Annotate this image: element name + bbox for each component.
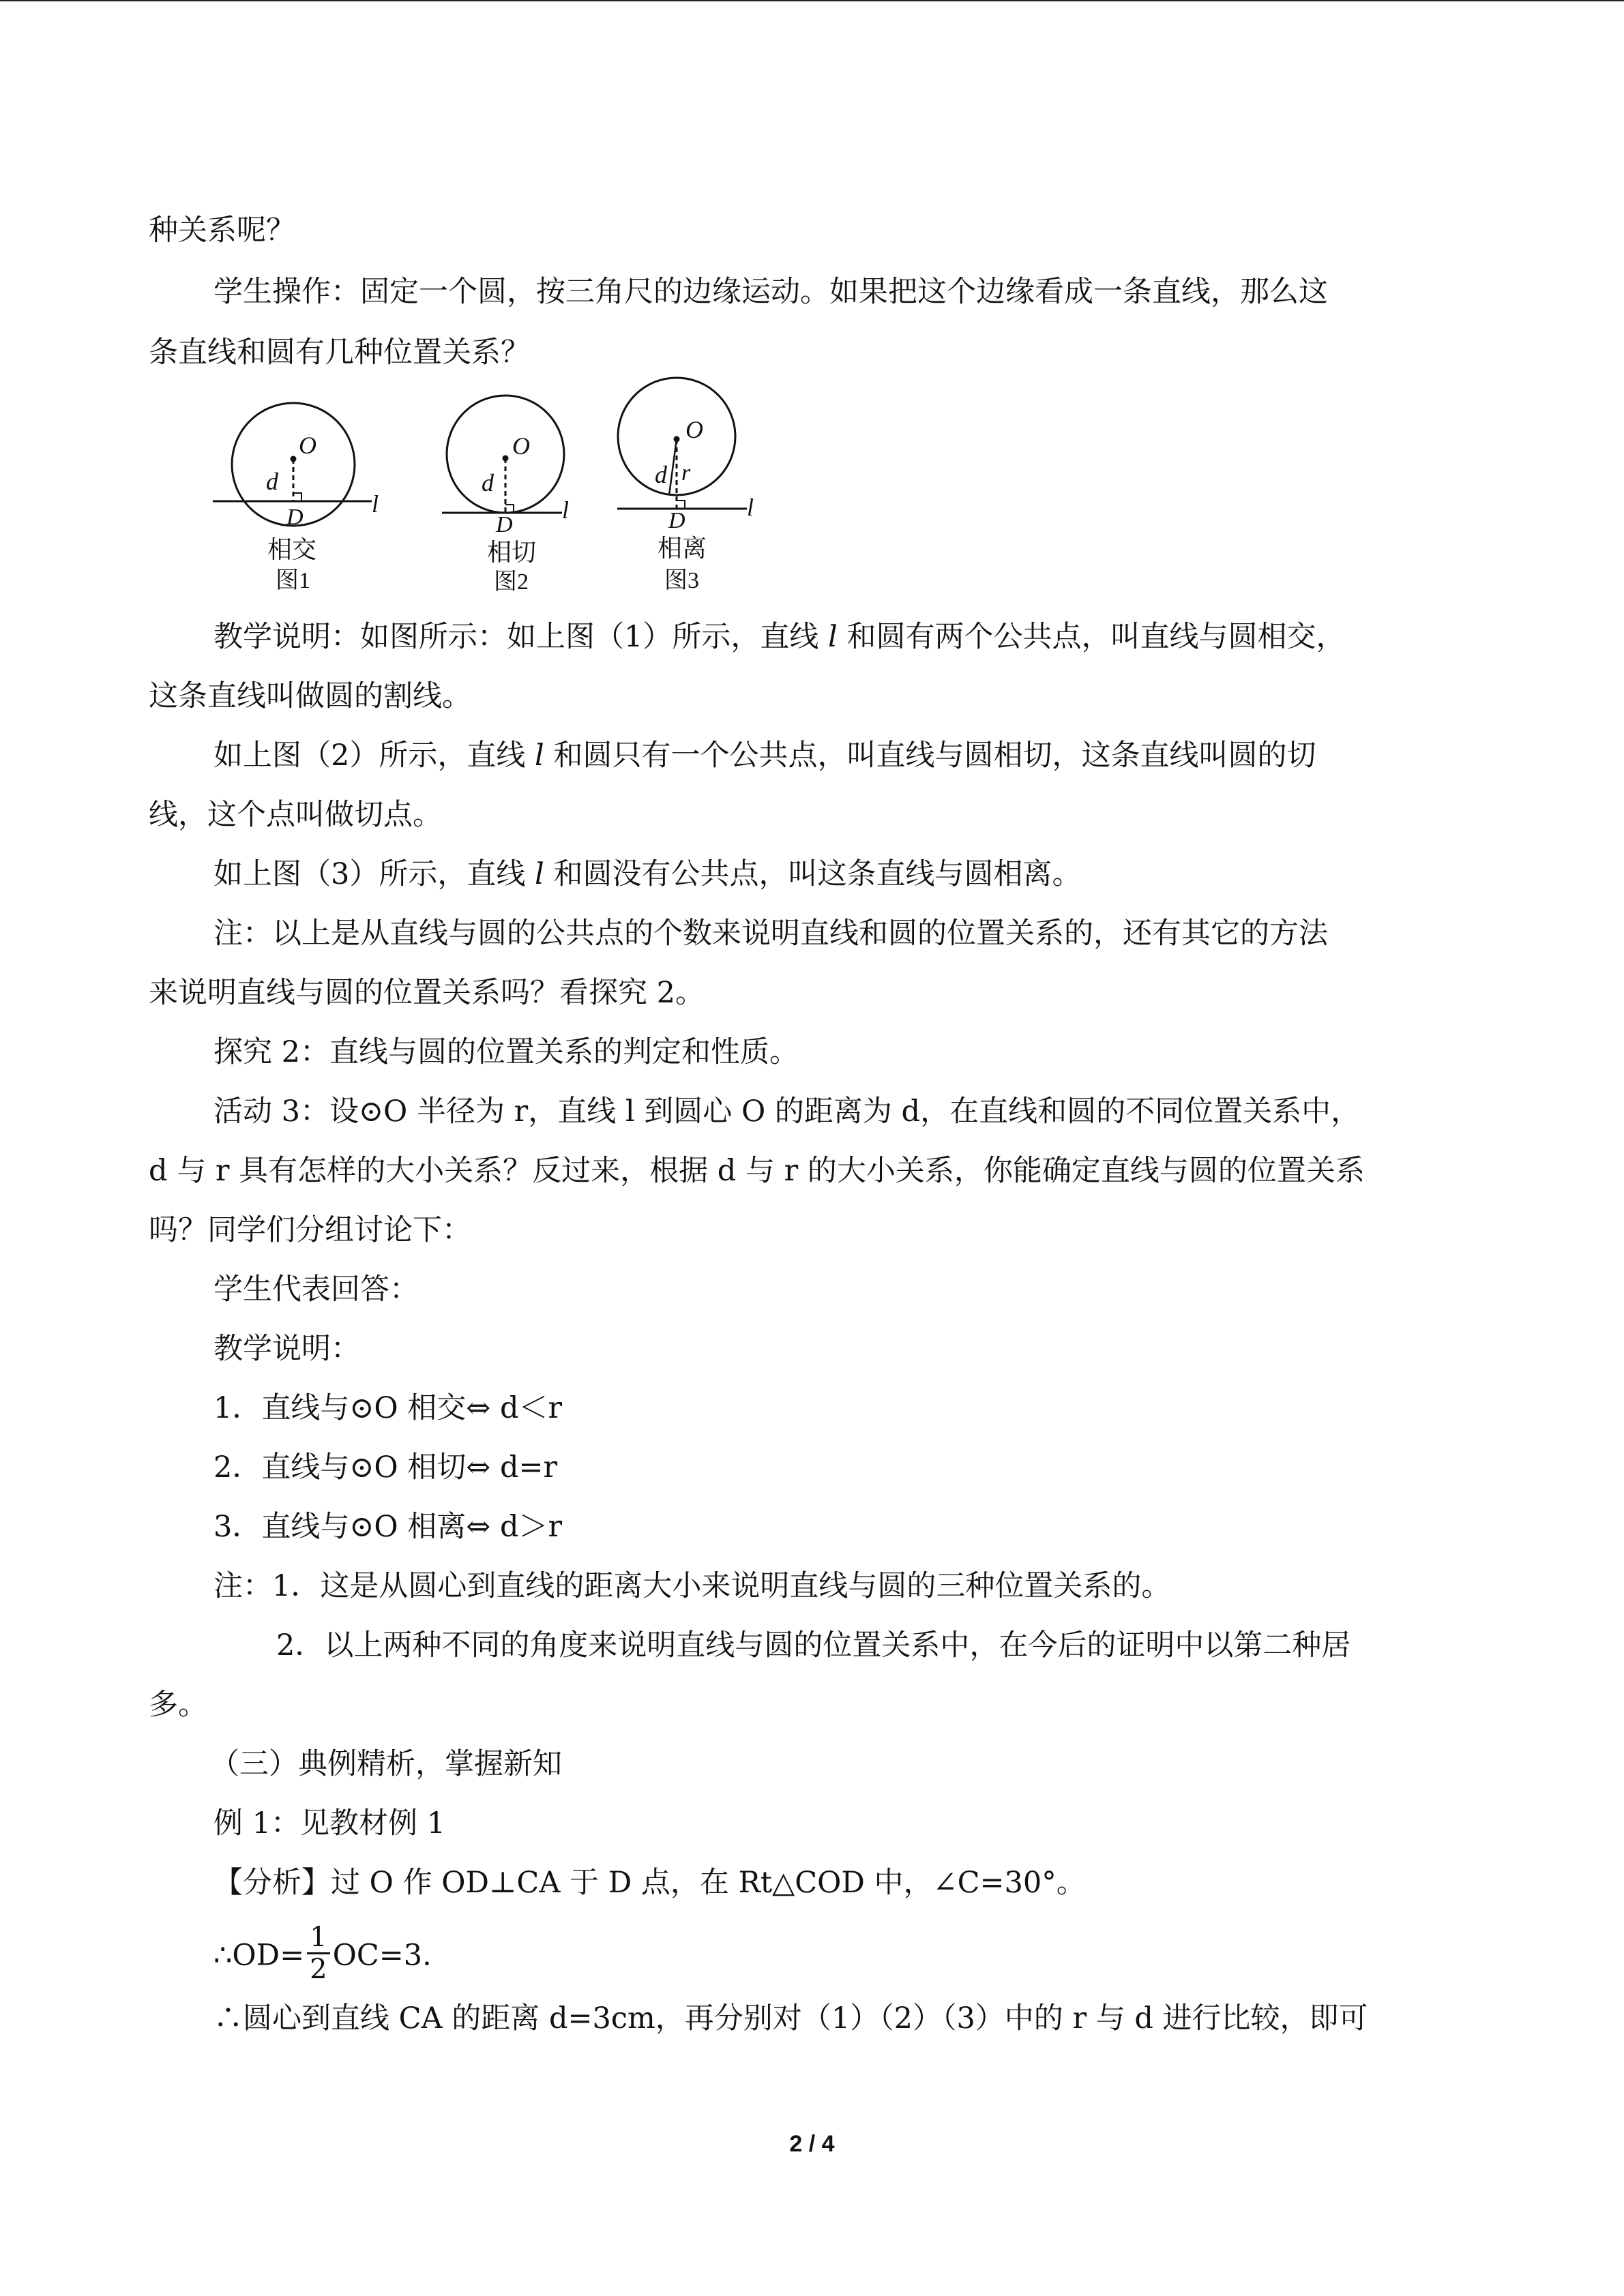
label-d: d: [266, 468, 278, 495]
label-l: l: [372, 490, 379, 518]
label-o: O: [685, 416, 703, 443]
label-l: l: [562, 496, 570, 524]
formula-prefix: ∴OD=: [213, 1938, 305, 1973]
text-line: 种关系呢？: [149, 213, 295, 248]
text-line: 活动 3：设⊙O 半径为 r，直线 l 到圆心 O 的距离为 d，在直线和圆的不同位置关系中，: [213, 1094, 1361, 1129]
label-o: O: [512, 432, 530, 460]
figure-caption: 图3: [664, 568, 699, 593]
text-line: 1．直线与⊙O 相交⇔ d＜r: [213, 1391, 563, 1425]
fraction-numerator: 1: [307, 1922, 329, 1954]
label-l: l: [747, 494, 754, 521]
label-o: O: [299, 432, 316, 459]
text-line: 注：1．这是从圆心到直线的距离大小来说明直线与圆的三种位置关系的。: [213, 1569, 1171, 1603]
text-line: 例 1：见教材例 1: [213, 1806, 446, 1840]
text-line: ∴圆心到直线 CA 的距离 d=3cm，再分别对（1）（2）（3）中的 r 与 d 进行比较，即可: [213, 2001, 1368, 2036]
text-line: [213, 616, 1345, 657]
figure-caption: 图1: [276, 568, 310, 593]
text-line: 2．直线与⊙O 相切⇔ d=r: [213, 1450, 558, 1485]
text-line: [213, 735, 1316, 776]
label-D: D: [496, 512, 513, 537]
fraction-denominator: 2: [310, 1954, 327, 1985]
figure-name: 相切: [487, 539, 537, 566]
text-line: 条直线和圆有几种位置关系？: [149, 336, 530, 370]
text-line: 3．直线与⊙O 相离⇔ d＞r: [213, 1510, 563, 1544]
center-point: [674, 436, 680, 443]
text-line: 吗？同学们分组讨论下：: [149, 1213, 471, 1247]
label-d: d: [482, 469, 494, 496]
label-D: D: [286, 505, 304, 530]
text-line: （三）典例精析，掌握新知: [210, 1747, 562, 1781]
radius-r: [669, 439, 677, 495]
formula-suffix: OC=3.: [332, 1938, 432, 1973]
text-line: 来说明直线与圆的位置关系吗？看探究 2。: [149, 976, 705, 1010]
fraction-one-half: [307, 1922, 329, 1984]
right-angle-mark: [293, 493, 301, 501]
text-line: 这条直线叫做圆的割线。: [149, 679, 471, 713]
text-line: 学生代表回答：: [213, 1272, 419, 1307]
text-line: 探究 2：直线与圆的位置关系的判定和性质。: [213, 1035, 799, 1069]
text-line: 【分析】过 O 作 OD⊥CA 于 D 点，在 Rt△COD 中，∠C=30°。: [213, 1866, 1086, 1900]
text-segment: 如上图（3）所示，直线: [213, 857, 535, 891]
figure-tangent: [442, 396, 569, 595]
text-line: d 与 r 具有怎样的大小关系？反过来，根据 d 与 r 的大小关系，你能确定直线与圆的位置关系: [149, 1154, 1365, 1188]
label-r: r: [681, 460, 691, 486]
text-line: 注：以上是从直线与圆的公共点的个数来说明直线和圆的位置关系的，还有其它的方法: [213, 916, 1328, 951]
text-segment: 和圆有两个公共点，叫直线与圆相交，: [837, 620, 1346, 654]
figure-name: 相离: [658, 535, 707, 562]
label-D: D: [668, 508, 685, 533]
text-line: [213, 854, 1081, 895]
text-line: 学生操作：固定一个圆，按三角尺的边缘运动。如果把这个边缘看成一条直线，那么这: [213, 275, 1328, 309]
figure-name: 相交: [267, 536, 317, 563]
var-l: l: [535, 739, 544, 773]
page-top-border: [0, 0, 1624, 1]
line-circle-figures: [205, 374, 778, 606]
text-line: 教学说明：: [213, 1332, 360, 1366]
text-segment: 教学说明：如图所示：如上图（1）所示，直线: [213, 620, 829, 654]
text-segment: 和圆只有一个公共点，叫直线与圆相切，这条直线叫圆的切: [544, 739, 1316, 773]
text-segment: 如上图（2）所示，直线: [213, 739, 535, 773]
page-number: 2 / 4: [789, 2131, 835, 2157]
label-d: d: [655, 461, 667, 488]
formula-line: [213, 1922, 432, 1988]
text-line: 2．以上两种不同的角度来说明直线与圆的位置关系中，在今后的证明中以第二种居: [276, 1628, 1351, 1663]
center-point: [291, 456, 297, 462]
text-line: 线，这个点叫做切点。: [149, 798, 442, 832]
figure-caption: 图2: [494, 569, 529, 595]
text-segment: 和圆没有公共点，叫这条直线与圆相离。: [544, 857, 1082, 891]
var-l: l: [828, 620, 838, 654]
figure-intersect: [213, 403, 379, 593]
figure-separate: [617, 378, 754, 593]
text-line: 多。: [149, 1688, 207, 1722]
center-point: [503, 456, 509, 462]
var-l: l: [535, 857, 544, 891]
